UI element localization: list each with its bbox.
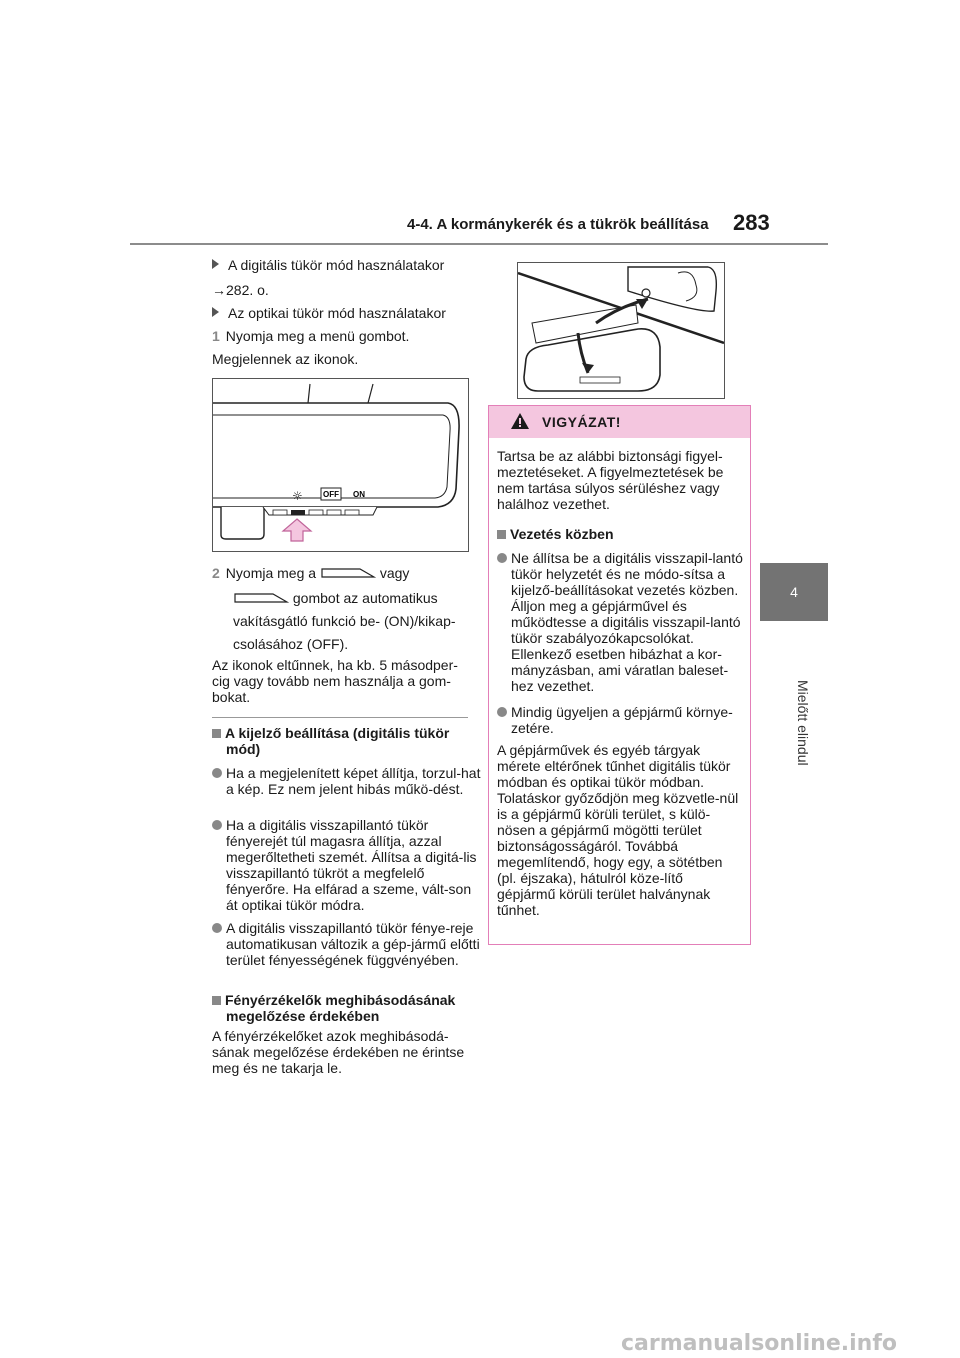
button-glyph-icon bbox=[233, 592, 289, 604]
round-bullet-icon bbox=[212, 820, 222, 830]
section-light-sensors: Fényérzékelők meghibásodásának megelőzése érdekében bbox=[212, 992, 482, 1024]
mirror-sensor-illustration bbox=[518, 263, 724, 398]
caution-box bbox=[488, 405, 751, 945]
list-item: Ha a digitális visszapillantó tükör fényerejét túl magasra állítja, azzal megerőltetheti szemét. Állítsa a digitá-lis visszapillantó tükröt a megfelelő fényerőre. Ha elfárad a szeme, vált-son át optikai tükör módra. bbox=[212, 817, 482, 913]
on-label: ON bbox=[353, 490, 365, 499]
section-divider bbox=[212, 717, 468, 718]
item-optical-mode: Az optikai tükör mód használatakor bbox=[212, 305, 446, 321]
item-digital-mode: A digitális tükör mód használatakor bbox=[212, 257, 444, 273]
square-bullet-icon bbox=[497, 530, 506, 539]
round-bullet-icon bbox=[497, 707, 507, 717]
icons-appear-text: Megjelennek az ikonok. bbox=[212, 351, 359, 367]
mirror-buttons-figure bbox=[212, 378, 469, 552]
watermark: carmanualsonline.info bbox=[621, 1331, 897, 1356]
round-bullet-icon bbox=[212, 923, 222, 933]
step-2-line1: 2 Nyomja meg a vagy bbox=[212, 565, 410, 581]
list-item: Mindig ügyeljen a gépjármű környe-zetére. bbox=[497, 704, 745, 736]
caution-subtitle: Vezetés közben bbox=[497, 526, 745, 542]
press-arrow-icon bbox=[283, 519, 311, 541]
round-bullet-icon bbox=[497, 553, 507, 563]
icons-vanish-text: Az ikonok eltűnnek, ha kb. 5 másodper-cig vagy tovább nem használja a gom-bokat. bbox=[212, 657, 458, 705]
svg-text:☼: ☼ bbox=[292, 489, 303, 503]
mirror-illustration bbox=[213, 379, 468, 551]
button-glyph-icon bbox=[320, 567, 376, 579]
warning-triangle-icon bbox=[510, 412, 530, 430]
step-2-line4: csolásához (OFF). bbox=[233, 636, 349, 652]
list-item: Ne állítsa be a digitális visszapil-lantó tükör helyzetét és ne módo-sítsa a kijelző-beállításokat vezetés közben. Álljon meg a gépjárművel és működtesse a digitális visszapil-lantó tükör szabályozókapcsolókat. Ellenkező esetben hibázhat a kor-mányzásban, ami váratlan baleset-hez vezethet. bbox=[497, 550, 745, 694]
chapter-label: Mielőtt elindul bbox=[795, 680, 811, 766]
step-1: 1 Nyomja meg a menü gombot. bbox=[212, 328, 410, 344]
step-2-line3: vakításgátló funkció be- (ON)/kikap- bbox=[233, 613, 456, 629]
caution-body bbox=[497, 448, 745, 918]
step-number: 1 bbox=[212, 328, 220, 344]
caution-outro: A gépjárművek és egyéb tárgyak mérete eltérőnek tűnhet digitális tükör módban és optikai tükör módban. Tolatáskor győződjön meg közvetle-nül is a gépjármű körüli terület, s külö-nösen a gépjármű mögötti terület biztonságosságáról. Továbbá megemlítendő, hogy egy, a sötétben (pl. éjszaka), hátulról köze-lítő gépjármű körüli terület halványnak tűnhet. bbox=[497, 742, 739, 918]
square-bullet-icon bbox=[212, 729, 221, 738]
page-reference[interactable]: →282. o. bbox=[212, 282, 269, 298]
caution-title: VIGYÁZAT! bbox=[542, 414, 621, 430]
caution-intro: Tartsa be az alábbi biztonsági figyel-meztetéseket. A figyelmeztetések be nem tartása súlyos sérüléshez vagy halálhoz vezethet. bbox=[497, 448, 724, 512]
step-2-line2: gombot az automatikus bbox=[233, 590, 438, 606]
page-number: 283 bbox=[733, 210, 770, 235]
triangle-bullet-icon bbox=[212, 307, 219, 317]
section-display-settings: A kijelző beállítása (digitális tükör mód) bbox=[212, 725, 482, 757]
mirror-sensor-figure bbox=[517, 262, 725, 399]
header-rule bbox=[130, 243, 828, 245]
list-item: Ha a megjelenített képet állítja, torzul-hat a kép. Ez nem jelent hibás műkö-dést. bbox=[212, 765, 482, 797]
off-label: OFF bbox=[323, 490, 339, 499]
triangle-bullet-icon bbox=[212, 259, 219, 269]
light-sensor-text: A fényérzékelőket azok meghibásodá-sának megelőzése érdekében ne érintse meg és ne takarja le. bbox=[212, 1028, 465, 1076]
square-bullet-icon bbox=[212, 996, 221, 1005]
caution-header bbox=[489, 406, 750, 438]
running-header: 4-4. A kormánykerék és a tükrök beállítása bbox=[407, 216, 709, 233]
list-item: A digitális visszapillantó tükör fénye-reje automatikusan változik a gép-jármű előtti terület fényességének függvényében. bbox=[212, 920, 482, 968]
chapter-tab[interactable]: 4 bbox=[760, 563, 828, 621]
round-bullet-icon bbox=[212, 768, 222, 778]
